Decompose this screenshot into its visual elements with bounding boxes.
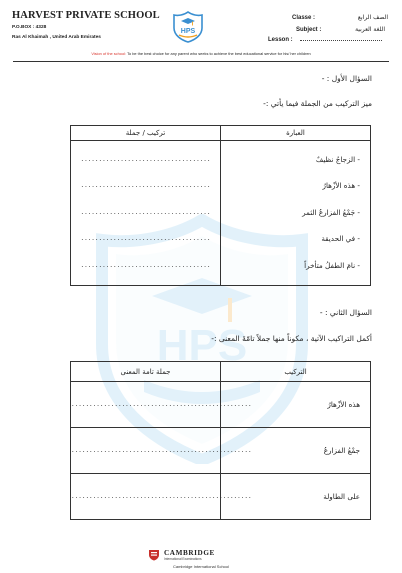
q2-title: السؤال الثاني : - bbox=[319, 308, 372, 317]
phrase-item: هذه الأزْهارُ bbox=[221, 382, 371, 428]
q2-row bbox=[71, 474, 371, 520]
answer-blank[interactable]: .................................................. bbox=[71, 428, 221, 474]
phrase-item: - في الحديقة bbox=[321, 234, 360, 244]
answer-blank[interactable]: .................................................. bbox=[71, 474, 221, 520]
q2-col-right-header: التركيب bbox=[221, 362, 371, 382]
watermark-letters: HPS bbox=[156, 321, 248, 370]
school-location: Ras Al Khaimah , United Arab Emirates bbox=[12, 35, 101, 40]
logo-letters: HPS bbox=[180, 28, 196, 35]
school-pobox: P.O.BOX : 4328 bbox=[12, 25, 47, 30]
subject-value: اللغة العربية bbox=[355, 26, 385, 33]
q2-row bbox=[71, 428, 371, 474]
phrase-item: - نامَ الطفلُ متأخراً bbox=[304, 260, 360, 270]
lesson-label: Lesson : bbox=[268, 37, 293, 43]
school-name: HARVEST PRIVATE SCHOOL bbox=[12, 10, 160, 21]
school-vision bbox=[0, 51, 402, 56]
phrase-item: - هذه الأزْهارُ bbox=[322, 181, 360, 191]
q2-instruction: أكمل التراكيب الآتية ، مكوناً منها جملاً تامّةَ المعنى :- bbox=[211, 334, 372, 343]
q1-table bbox=[70, 125, 371, 286]
phrase-item: - الزجاجُ نظيفٌ bbox=[315, 154, 360, 164]
q1-answers-cell[interactable] bbox=[71, 141, 221, 286]
q1-header-row bbox=[71, 126, 371, 141]
phrase-item: على الطاولة bbox=[221, 474, 371, 520]
class-value: الصف الرابع bbox=[357, 14, 388, 21]
header-divider bbox=[13, 61, 389, 62]
answer-blank[interactable]: .................................... bbox=[80, 208, 211, 216]
q1-instruction: ميز التركيب من الجملة فيما يأتي :- bbox=[263, 99, 372, 108]
q1-col-left-header: تركيب / جملة bbox=[71, 126, 221, 141]
cambridge-caption: Cambridge International School bbox=[172, 564, 230, 569]
class-label: Classe : bbox=[292, 15, 316, 21]
cambridge-brand: CAMBRIDGE bbox=[164, 549, 215, 557]
answer-blank[interactable]: .................................................. bbox=[71, 382, 221, 428]
vision-text: To be the best choice for any parent who seeks to achieve the best educational service for his/ her children bbox=[126, 51, 311, 56]
q1-col-right-header: العبارة bbox=[221, 126, 371, 141]
phrase-item: جمْعُ الفزارعُ bbox=[221, 428, 371, 474]
lesson-blank-line bbox=[300, 40, 382, 41]
school-logo bbox=[172, 11, 204, 43]
q2-table bbox=[70, 361, 371, 520]
q2-row bbox=[71, 382, 371, 428]
q2-col-left-header: جملة تامة المعنى bbox=[71, 362, 221, 382]
vision-label: Vision of the school: bbox=[91, 51, 127, 56]
q1-title: السؤال الأول : - bbox=[321, 74, 372, 83]
answer-blank[interactable]: .................................... bbox=[80, 261, 211, 269]
subject-label: Subject : bbox=[296, 27, 322, 33]
phrase-item: - جَمْعُ الفزارعُ الثمر bbox=[302, 207, 360, 217]
answer-blank[interactable]: .................................... bbox=[80, 182, 211, 190]
answer-blank[interactable]: .................................... bbox=[80, 155, 211, 163]
q2-header-row bbox=[71, 362, 371, 382]
cambridge-crest-icon bbox=[148, 549, 160, 561]
q1-phrases-cell bbox=[221, 141, 371, 286]
cambridge-brand-sub: International Examinations bbox=[164, 557, 202, 561]
answer-blank[interactable]: .................................... bbox=[80, 235, 211, 243]
